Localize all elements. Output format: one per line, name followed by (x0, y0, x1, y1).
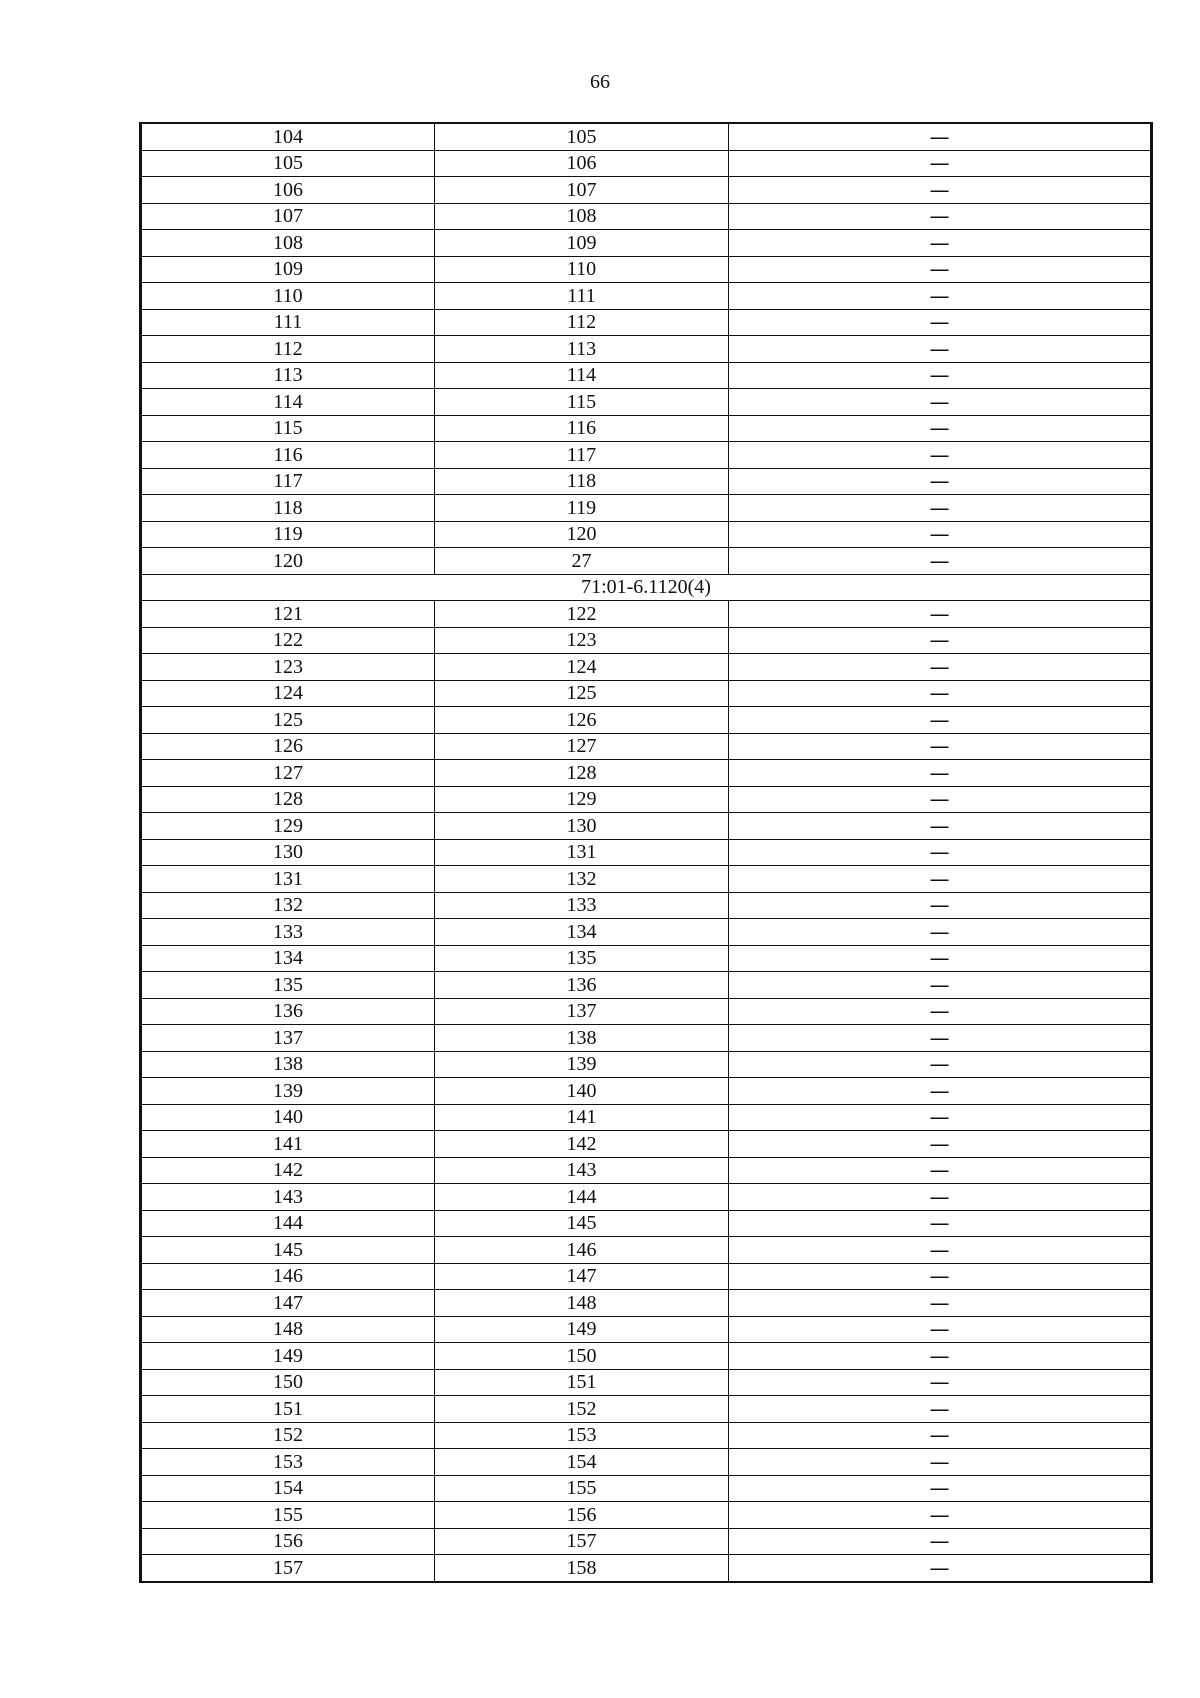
cell-from: 151 (141, 1396, 435, 1423)
cell-value: — (729, 442, 1152, 469)
cell-from: 113 (141, 362, 435, 389)
table-row (141, 654, 1152, 681)
cell-from: 129 (141, 813, 435, 840)
table-row (141, 442, 1152, 469)
table-row (141, 1422, 1152, 1449)
table-row (141, 283, 1152, 310)
table-row (141, 1316, 1152, 1343)
cell-value: — (729, 283, 1152, 310)
point-table (139, 122, 1153, 1583)
cell-value: — (729, 601, 1152, 628)
cell-to: 105 (435, 123, 729, 150)
cell-value: — (729, 1184, 1152, 1211)
cell-to: 157 (435, 1528, 729, 1555)
cell-from: 131 (141, 866, 435, 893)
cell-from: 149 (141, 1343, 435, 1370)
cell-to: 107 (435, 177, 729, 204)
cell-to: 147 (435, 1263, 729, 1290)
cell-value: — (729, 1369, 1152, 1396)
cell-to: 120 (435, 521, 729, 548)
cell-to: 156 (435, 1502, 729, 1529)
cell-value: — (729, 627, 1152, 654)
table-row (141, 1025, 1152, 1052)
table-row (141, 389, 1152, 416)
cell-value: — (729, 760, 1152, 787)
table-row (141, 866, 1152, 893)
cell-to: 133 (435, 892, 729, 919)
cell-from: 154 (141, 1475, 435, 1502)
cell-from: 123 (141, 654, 435, 681)
cell-value: — (729, 362, 1152, 389)
cell-to: 110 (435, 256, 729, 283)
cell-from: 152 (141, 1422, 435, 1449)
table-row (141, 627, 1152, 654)
cell-from: 148 (141, 1316, 435, 1343)
cell-value: — (729, 415, 1152, 442)
table-row (141, 919, 1152, 946)
cell-value: — (729, 866, 1152, 893)
cell-value: — (729, 1025, 1152, 1052)
cell-to: 108 (435, 203, 729, 230)
cell-from: 121 (141, 601, 435, 628)
cell-from: 132 (141, 892, 435, 919)
cell-value: — (729, 1237, 1152, 1264)
cell-value: — (729, 1104, 1152, 1131)
table-row (141, 1290, 1152, 1317)
cell-value: — (729, 1422, 1152, 1449)
cell-from: 138 (141, 1051, 435, 1078)
cell-from: 127 (141, 760, 435, 787)
cell-from: 106 (141, 177, 435, 204)
cell-from: 126 (141, 733, 435, 760)
cell-from: 111 (141, 309, 435, 336)
cell-to: 114 (435, 362, 729, 389)
cell-to: 117 (435, 442, 729, 469)
cell-to: 155 (435, 1475, 729, 1502)
cell-value: — (729, 203, 1152, 230)
cell-from: 136 (141, 998, 435, 1025)
cell-from: 104 (141, 123, 435, 150)
cell-from: 105 (141, 150, 435, 177)
cell-to: 140 (435, 1078, 729, 1105)
cell-to: 137 (435, 998, 729, 1025)
cell-value: — (729, 945, 1152, 972)
section-row (141, 574, 1152, 601)
cell-to: 129 (435, 786, 729, 813)
table-row (141, 786, 1152, 813)
cell-value: — (729, 786, 1152, 813)
cell-from: 108 (141, 230, 435, 257)
cell-to: 126 (435, 707, 729, 734)
cell-value: — (729, 336, 1152, 363)
cell-value: — (729, 1555, 1152, 1582)
cell-from: 133 (141, 919, 435, 946)
cell-to: 106 (435, 150, 729, 177)
table-row (141, 1449, 1152, 1476)
cell-to: 111 (435, 283, 729, 310)
cell-to: 146 (435, 1237, 729, 1264)
table-row (141, 468, 1152, 495)
cell-to: 127 (435, 733, 729, 760)
table-row (141, 1528, 1152, 1555)
cell-to: 151 (435, 1369, 729, 1396)
cell-to: 131 (435, 839, 729, 866)
table-row (141, 177, 1152, 204)
cell-value: — (729, 707, 1152, 734)
table-row (141, 1263, 1152, 1290)
cell-from: 144 (141, 1210, 435, 1237)
cell-from: 110 (141, 283, 435, 310)
table-row (141, 230, 1152, 257)
cell-value: — (729, 972, 1152, 999)
cell-value: — (729, 998, 1152, 1025)
cell-to: 143 (435, 1157, 729, 1184)
cell-value: — (729, 1210, 1152, 1237)
cell-from: 143 (141, 1184, 435, 1211)
cell-value: — (729, 1078, 1152, 1105)
cell-value: — (729, 839, 1152, 866)
cell-value: — (729, 123, 1152, 150)
table-row (141, 1475, 1152, 1502)
table-row (141, 733, 1152, 760)
cell-to: 123 (435, 627, 729, 654)
cell-from: 107 (141, 203, 435, 230)
table-row (141, 1051, 1152, 1078)
table-row (141, 123, 1152, 150)
cell-from: 153 (141, 1449, 435, 1476)
cell-to: 148 (435, 1290, 729, 1317)
cell-from: 145 (141, 1237, 435, 1264)
cell-value: — (729, 1475, 1152, 1502)
cell-to: 142 (435, 1131, 729, 1158)
cell-value: — (729, 654, 1152, 681)
cell-from: 114 (141, 389, 435, 416)
cell-from: 140 (141, 1104, 435, 1131)
cell-to: 116 (435, 415, 729, 442)
cell-to: 150 (435, 1343, 729, 1370)
cell-to: 136 (435, 972, 729, 999)
cell-value: — (729, 1051, 1152, 1078)
cell-value: — (729, 548, 1152, 575)
table-row (141, 1369, 1152, 1396)
table-row (141, 1104, 1152, 1131)
table-row (141, 548, 1152, 575)
cell-value: — (729, 389, 1152, 416)
table-row (141, 1502, 1152, 1529)
cell-from: 118 (141, 495, 435, 522)
cell-from: 119 (141, 521, 435, 548)
cell-to: 27 (435, 548, 729, 575)
cell-from: 125 (141, 707, 435, 734)
cell-from: 150 (141, 1369, 435, 1396)
cell-to: 112 (435, 309, 729, 336)
table-row (141, 495, 1152, 522)
cell-from: 130 (141, 839, 435, 866)
cell-from: 147 (141, 1290, 435, 1317)
cell-from: 156 (141, 1528, 435, 1555)
cell-from: 135 (141, 972, 435, 999)
table-row (141, 1157, 1152, 1184)
cell-value: — (729, 1396, 1152, 1423)
table-row (141, 892, 1152, 919)
cell-value: — (729, 813, 1152, 840)
table-row (141, 150, 1152, 177)
cell-value: — (729, 1157, 1152, 1184)
table-row (141, 680, 1152, 707)
cell-to: 128 (435, 760, 729, 787)
cell-to: 138 (435, 1025, 729, 1052)
cell-to: 149 (435, 1316, 729, 1343)
table-row (141, 521, 1152, 548)
table-row (141, 1343, 1152, 1370)
table-row (141, 1131, 1152, 1158)
table-row (141, 972, 1152, 999)
cell-to: 130 (435, 813, 729, 840)
table-row (141, 1078, 1152, 1105)
cell-value: — (729, 230, 1152, 257)
cell-value: — (729, 1290, 1152, 1317)
cell-value: — (729, 521, 1152, 548)
table-row (141, 256, 1152, 283)
cell-to: 144 (435, 1184, 729, 1211)
cell-from: 116 (141, 442, 435, 469)
cell-to: 141 (435, 1104, 729, 1131)
cell-to: 158 (435, 1555, 729, 1582)
cell-from: 142 (141, 1157, 435, 1184)
cell-value: — (729, 680, 1152, 707)
cell-to: 122 (435, 601, 729, 628)
cell-value: — (729, 1343, 1152, 1370)
table-row (141, 362, 1152, 389)
cell-value: — (729, 309, 1152, 336)
table-row (141, 1555, 1152, 1582)
cell-value: — (729, 495, 1152, 522)
cell-from: 157 (141, 1555, 435, 1582)
table-row (141, 1210, 1152, 1237)
table-row (141, 309, 1152, 336)
table-row (141, 1184, 1152, 1211)
table-row (141, 760, 1152, 787)
cell-to: 132 (435, 866, 729, 893)
cell-to: 145 (435, 1210, 729, 1237)
table-row (141, 1396, 1152, 1423)
cell-to: 153 (435, 1422, 729, 1449)
table-row (141, 839, 1152, 866)
cell-value: — (729, 1131, 1152, 1158)
table-row (141, 415, 1152, 442)
cell-from: 112 (141, 336, 435, 363)
cell-value: — (729, 468, 1152, 495)
cell-value: — (729, 919, 1152, 946)
cell-value: — (729, 1263, 1152, 1290)
cell-value: — (729, 177, 1152, 204)
cell-to: 152 (435, 1396, 729, 1423)
cell-value: — (729, 150, 1152, 177)
table-row (141, 1237, 1152, 1264)
table-row (141, 336, 1152, 363)
cell-value: — (729, 1316, 1152, 1343)
cell-value: — (729, 1502, 1152, 1529)
cell-to: 154 (435, 1449, 729, 1476)
cell-to: 135 (435, 945, 729, 972)
cell-value: — (729, 1528, 1152, 1555)
cell-to: 118 (435, 468, 729, 495)
table-row (141, 601, 1152, 628)
cell-to: 113 (435, 336, 729, 363)
cell-from: 117 (141, 468, 435, 495)
table-row (141, 707, 1152, 734)
cell-value: — (729, 256, 1152, 283)
cell-to: 139 (435, 1051, 729, 1078)
cell-from: 115 (141, 415, 435, 442)
cell-from: 120 (141, 548, 435, 575)
section-title: 71:01-6.1120(4) (141, 574, 1152, 601)
cell-value: — (729, 1449, 1152, 1476)
cell-from: 137 (141, 1025, 435, 1052)
table-row (141, 813, 1152, 840)
cell-to: 109 (435, 230, 729, 257)
page-number: 66 (590, 71, 610, 93)
cell-to: 119 (435, 495, 729, 522)
cell-to: 115 (435, 389, 729, 416)
cell-from: 139 (141, 1078, 435, 1105)
cell-to: 125 (435, 680, 729, 707)
cell-from: 109 (141, 256, 435, 283)
cell-from: 146 (141, 1263, 435, 1290)
cell-from: 141 (141, 1131, 435, 1158)
cell-from: 124 (141, 680, 435, 707)
table-row (141, 203, 1152, 230)
cell-to: 134 (435, 919, 729, 946)
cell-from: 134 (141, 945, 435, 972)
table-row (141, 998, 1152, 1025)
cell-to: 124 (435, 654, 729, 681)
cell-value: — (729, 733, 1152, 760)
cell-from: 122 (141, 627, 435, 654)
table-row (141, 945, 1152, 972)
cell-from: 155 (141, 1502, 435, 1529)
cell-from: 128 (141, 786, 435, 813)
cell-value: — (729, 892, 1152, 919)
